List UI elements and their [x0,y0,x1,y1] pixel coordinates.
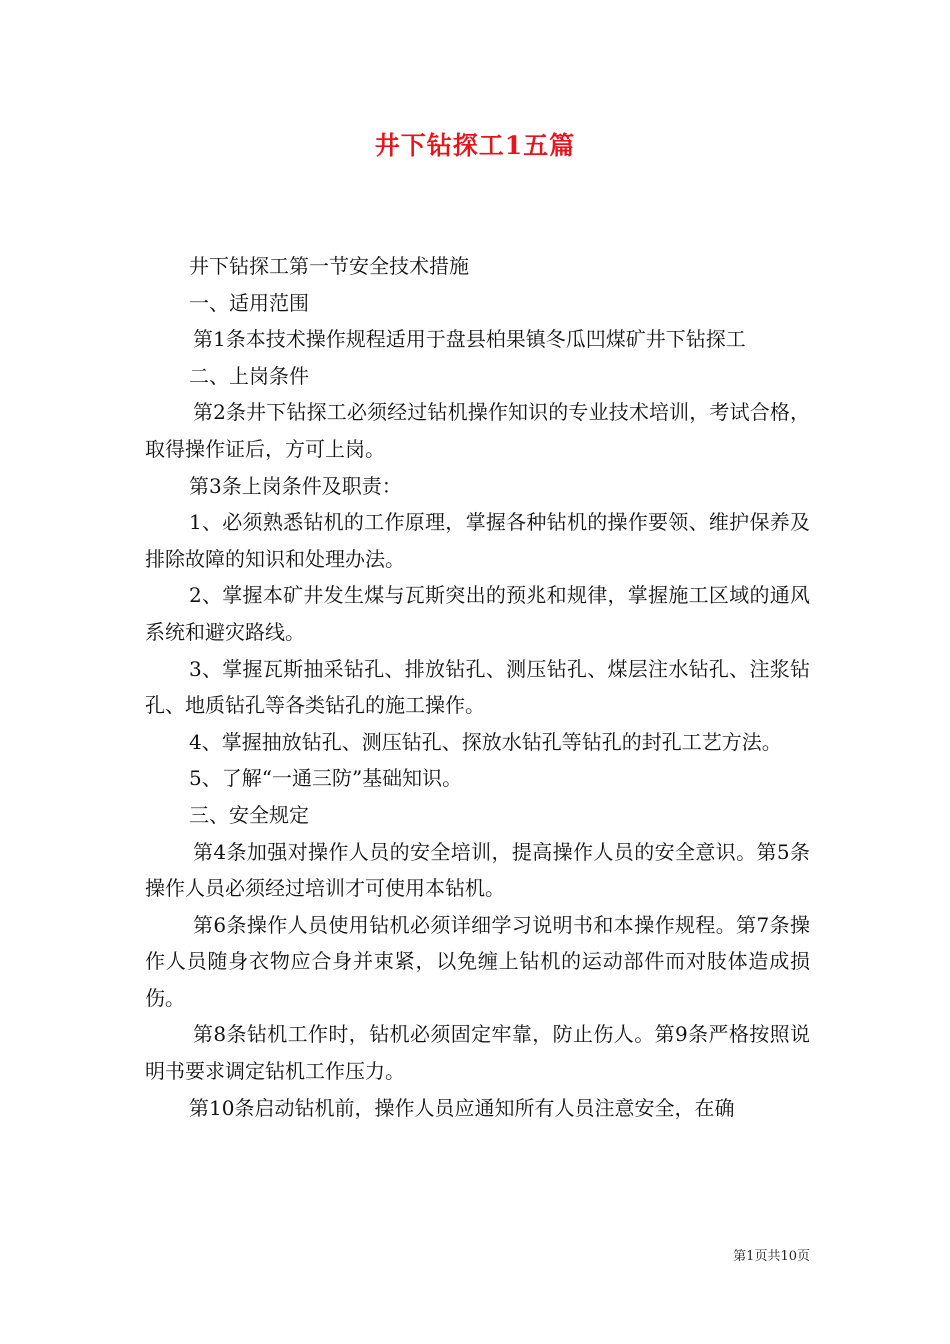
paragraph-item-4: 4、掌握抽放钻孔、测压钻孔、探放水钻孔等钻孔的封孔工艺方法。 [189,729,782,754]
paragraph-article-6-7: 第6条操作人员使用钻机必须详细学习说明书和本操作规程。第7条操作人员随身衣物应合身并束紧，以免缠上钻机的运动部件而对肢体造成损伤。 [145,912,810,1010]
paragraph-article-3: 第3条上岗条件及职责： [189,473,402,498]
paragraph-qualification-heading: 二、上岗条件 [189,363,309,388]
paragraph-scope-heading: 一、适用范围 [189,290,309,315]
paragraph-item-2: 2、掌握本矿井发生煤与瓦斯突出的预兆和规律，掌握施工区域的通风系统和避灾路线。 [145,583,810,644]
paragraph-item-3: 3、掌握瓦斯抽采钻孔、排放钻孔、测压钻孔、煤层注水钻孔、注浆钻孔、地质钻孔等各类钻孔的施工操作。 [145,656,810,718]
paragraph-article-10: 第10条启动钻机前，操作人员应通知所有人员注意安全，在确 [189,1095,735,1120]
paragraph-article-4-5: 第4条加强对操作人员的安全培训，提高操作人员的安全意识。第5条操作人员必须经过培训才可使用本钻机。 [145,839,810,901]
paragraph-article-8-9: 第8条钻机工作时，钻机必须固定牢靠，防止伤人。第9条严格按照说明书要求调定钻机工作压力。 [145,1022,810,1084]
page-number: 第1页共10页 [733,1249,810,1264]
page-title: 井下钻探工1五篇 [374,131,576,160]
paragraph-article-2: 第2条井下钻探工必须经过钻机操作知识的专业技术培训，考试合格，取得操作证后，方可上岗。 [145,400,810,461]
paragraph-safety-heading: 三、安全规定 [189,802,309,827]
paragraph-article-1: 第1条本技术操作规程适用于盘县柏果镇冬瓜凹煤矿井下钻探工 [193,327,746,352]
paragraph-item-1: 1、必须熟悉钻机的工作原理，掌握各种钻机的操作要领、维护保养及排除故障的知识和处理办法。 [145,510,810,571]
paragraph-section-heading: 井下钻探工第一节安全技术措施 [189,254,469,278]
document-body [145,248,810,1126]
paragraph-item-5: 5、了解“一通三防”基础知识。 [189,766,463,791]
